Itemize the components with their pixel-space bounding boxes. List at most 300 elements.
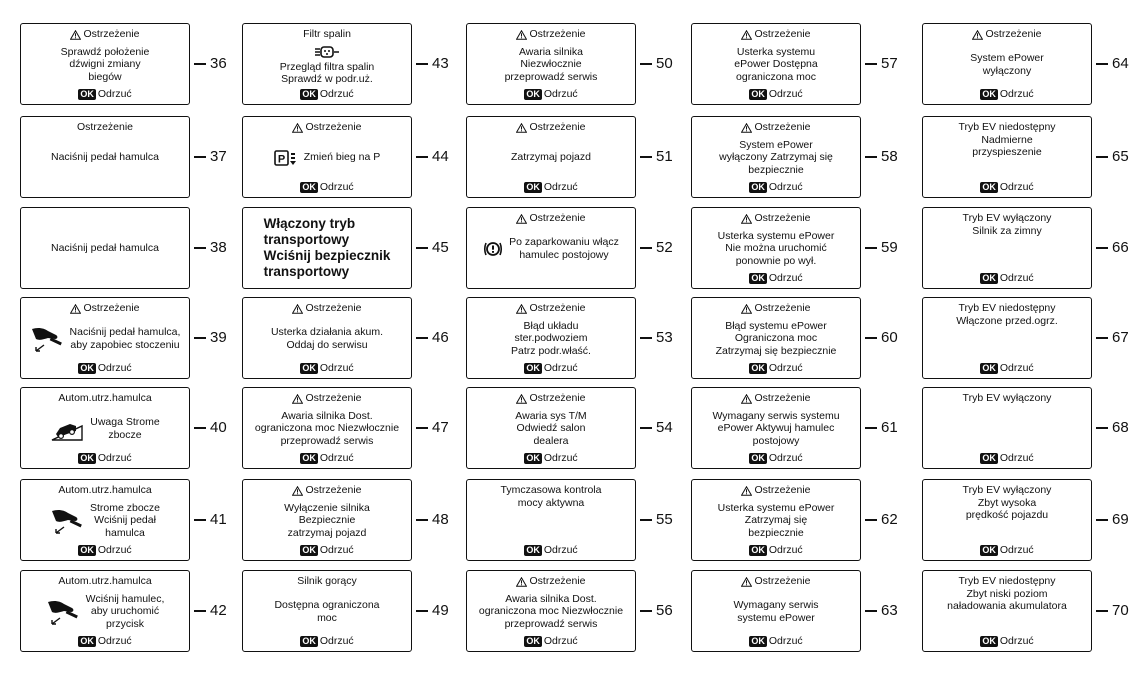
panel-body (952, 121, 1061, 159)
callout-number-58 (865, 147, 898, 167)
panel-content (692, 302, 860, 374)
warning-panel-43 (242, 23, 412, 105)
warning-triangle-icon (741, 394, 752, 404)
callout-number-41 (194, 510, 227, 530)
warning-triangle-icon (516, 304, 527, 314)
panel-title (516, 121, 585, 134)
panel-message (947, 575, 1067, 613)
panel-title (741, 392, 810, 405)
panel-body (950, 302, 1064, 327)
message-line: bezpiecznie (748, 526, 804, 539)
warning-panel-44 (242, 116, 412, 198)
panel-content (692, 121, 860, 193)
panel-title (292, 302, 361, 315)
dismiss-button[interactable] (980, 362, 1033, 374)
ok-badge: OK (302, 88, 316, 99)
ok-badge: OK (982, 635, 996, 646)
warning-panel-37 (20, 116, 190, 198)
warning-panel-47 (242, 387, 412, 469)
panel-body (964, 52, 1050, 77)
warning-panel-70 (922, 570, 1092, 652)
panel-content (243, 575, 411, 647)
dismiss-label: Odrzuć (543, 88, 578, 100)
callout-label: 48 (432, 511, 449, 528)
dismiss-label: Odrzuć (999, 181, 1034, 193)
warning-triangle-icon (516, 577, 527, 587)
message-line: Tryb EV niedostępny (958, 302, 1056, 314)
callout-line (640, 337, 652, 338)
warning-panel-52 (466, 207, 636, 289)
warning-triangle-icon (516, 214, 527, 224)
message-line: przeprowadź serwis (504, 70, 598, 83)
dismiss-label: Odrzuć (319, 88, 354, 100)
warning-triangle-icon (292, 394, 303, 404)
panel-body (710, 320, 843, 358)
dismiss-label: Odrzuć (97, 544, 132, 556)
message-line: Strome zbocze (89, 501, 161, 514)
panel-content (923, 392, 1091, 464)
warning-triangle-icon (516, 123, 527, 133)
callout-label: 57 (881, 55, 898, 72)
dismiss-button[interactable] (524, 88, 577, 100)
message-line: Wyłączenie silnika (284, 501, 370, 514)
callout-line (640, 156, 652, 157)
panel-message (733, 599, 818, 624)
warning-panel-68 (922, 387, 1092, 469)
panel-title (292, 484, 361, 497)
message-line: System ePower (970, 52, 1044, 64)
ok-badge: OK (80, 362, 94, 373)
panel-message (511, 151, 591, 164)
dismiss-button[interactable] (749, 544, 802, 556)
foot-pedal-icon (46, 598, 80, 626)
panel-message (304, 151, 380, 164)
callout-number-59 (865, 238, 898, 258)
warning-triangle-icon (292, 304, 303, 314)
dismiss-button[interactable] (524, 362, 577, 374)
panel-message (264, 216, 391, 280)
warning-panel-40 (20, 387, 190, 469)
panel-message (963, 212, 1052, 237)
callout-number-40 (194, 418, 227, 438)
panel-content (21, 121, 189, 193)
callout-line (865, 519, 877, 520)
message-line: Zbyt wysoka (977, 496, 1037, 509)
dismiss-button[interactable] (749, 181, 802, 193)
panel-title (292, 392, 361, 405)
dismiss-button[interactable] (524, 181, 577, 193)
dismiss-button[interactable] (300, 88, 353, 100)
message-line: Usterka działania akum. (270, 326, 384, 338)
dismiss-label: Odrzuć (768, 88, 803, 100)
panel-content (243, 121, 411, 193)
callout-label: 68 (1112, 419, 1129, 436)
message-line: Usterka systemu ePower (717, 229, 835, 242)
panel-message (509, 236, 619, 261)
dismiss-label: Odrzuć (768, 181, 803, 193)
dismiss-label: Odrzuć (319, 635, 354, 647)
warning-panel-42 (20, 570, 190, 652)
dismiss-label: Odrzuć (999, 452, 1034, 464)
panel-message (505, 46, 598, 84)
warning-panel-41 (20, 479, 190, 561)
callout-label: 37 (210, 148, 227, 165)
callout-label: 66 (1112, 239, 1129, 256)
park-shift-icon (274, 150, 298, 166)
dismiss-button[interactable] (524, 544, 577, 556)
panel-body (258, 216, 397, 280)
warning-panel-61 (691, 387, 861, 469)
panel-title (741, 28, 810, 41)
message-line: Przegląd filtra spalin (279, 60, 375, 73)
callout-label: 65 (1112, 148, 1129, 165)
message-line: przeprowadź serwis (280, 434, 374, 447)
dismiss-button[interactable] (300, 635, 353, 647)
callout-line (865, 610, 877, 611)
panel-title (516, 575, 585, 588)
dismiss-label: Odrzuć (768, 635, 803, 647)
callout-label: 42 (210, 602, 227, 619)
panel-body (40, 593, 171, 631)
callout-line (1096, 610, 1108, 611)
panel-title-text: Silnik gorący (297, 575, 357, 587)
panel-title (741, 212, 810, 225)
dismiss-button[interactable] (78, 452, 131, 464)
callout-line (1096, 247, 1108, 248)
message-line: aby uruchomić (90, 605, 160, 618)
warning-panel-62 (691, 479, 861, 561)
panel-content (467, 575, 635, 647)
dismiss-button[interactable] (300, 544, 353, 556)
message-line: Uwaga Strome (90, 416, 160, 428)
callout-label: 36 (210, 55, 227, 72)
warning-panel-36 (20, 23, 190, 105)
panel-body (477, 236, 625, 261)
panel-title (516, 392, 585, 405)
ok-badge: OK (982, 88, 996, 99)
warning-panel-57 (691, 23, 861, 105)
exhaust-filter-icon (314, 44, 340, 60)
panel-body (268, 150, 386, 166)
ok-badge: OK (526, 452, 540, 463)
panel-body (55, 46, 156, 84)
panel-content (243, 212, 411, 284)
callout-line (194, 247, 206, 248)
panel-content (21, 212, 189, 284)
message-line: transportowy (263, 264, 350, 279)
message-line: ograniczona moc Niezwłocznie (254, 422, 400, 435)
message-line: Usterka systemu ePower (717, 501, 835, 514)
panel-message (86, 593, 165, 631)
warning-triangle-icon (741, 304, 752, 314)
dismiss-label: Odrzuć (768, 362, 803, 374)
callout-label: 58 (881, 148, 898, 165)
dismiss-button[interactable] (749, 635, 802, 647)
panel-message (734, 46, 817, 84)
dismiss-button[interactable] (78, 544, 131, 556)
dismiss-button[interactable] (980, 181, 1033, 193)
panel-title (741, 121, 810, 134)
callout-number-54 (640, 418, 673, 438)
message-line: Tryb EV niedostępny (958, 575, 1056, 587)
ok-badge: OK (526, 635, 540, 646)
panel-message (479, 593, 623, 631)
dismiss-button[interactable] (749, 452, 802, 464)
dismiss-label: Odrzuć (319, 544, 354, 556)
panel-body (499, 46, 604, 84)
callout-line (640, 63, 652, 64)
message-line: Awaria silnika Dost. (281, 409, 373, 422)
panel-content (923, 121, 1091, 193)
ok-badge: OK (80, 635, 94, 646)
dismiss-label: Odrzuć (768, 272, 803, 284)
dismiss-button[interactable] (980, 635, 1033, 647)
warning-panel-66 (922, 207, 1092, 289)
message-line: aby zapobiec stoczeniu (70, 338, 180, 351)
warning-panel-63 (691, 570, 861, 652)
ok-badge: OK (526, 181, 540, 192)
panel-message (70, 326, 181, 351)
callout-line (194, 610, 206, 611)
callout-line (1096, 337, 1108, 338)
message-line: Ograniczona moc (734, 332, 818, 345)
callout-line (1096, 63, 1108, 64)
callout-number-67 (1096, 328, 1129, 348)
message-line: Dostępna ograniczona (274, 599, 380, 611)
callout-label: 49 (432, 602, 449, 619)
message-line: ePower Dostępna (734, 58, 818, 71)
callout-line (416, 156, 428, 157)
panel-content (923, 302, 1091, 374)
panel-content (923, 212, 1091, 284)
callout-number-49 (416, 601, 449, 621)
ok-badge: OK (751, 362, 765, 373)
callout-number-43 (416, 54, 449, 74)
ok-badge: OK (80, 452, 94, 463)
message-line: Tryb EV wyłączony (962, 484, 1052, 496)
panel-title (516, 28, 585, 41)
parking-brake-icon (483, 240, 503, 258)
dismiss-button[interactable] (78, 88, 131, 100)
panel-message (712, 410, 839, 448)
panel-body (712, 230, 841, 268)
message-line: Naciśnij pedał hamulca, (69, 326, 181, 338)
warning-panel-53 (466, 297, 636, 379)
dismiss-button[interactable] (980, 88, 1033, 100)
panel-content (692, 392, 860, 464)
panel-body (505, 151, 597, 164)
ok-badge: OK (751, 88, 765, 99)
callout-label: 54 (656, 419, 673, 436)
callout-line (865, 427, 877, 428)
panel-title-text: Ostrzeżenie (305, 302, 362, 314)
dismiss-button[interactable] (980, 452, 1033, 464)
callout-label: 52 (656, 239, 673, 256)
message-line: Sprawdź w podr.uż. (281, 73, 373, 85)
callout-label: 70 (1112, 602, 1129, 619)
panel-title-text: Ostrzeżenie (985, 28, 1042, 40)
dismiss-label: Odrzuć (97, 362, 132, 374)
callout-label: 63 (881, 602, 898, 619)
callout-line (194, 337, 206, 338)
dismiss-button[interactable] (749, 362, 802, 374)
panel-content (692, 484, 860, 556)
foot-pedal-icon (50, 507, 84, 535)
warning-triangle-icon (516, 394, 527, 404)
panel-body (278, 502, 376, 540)
panel-title (303, 28, 351, 41)
panel-title-text: Autom.utrz.hamulca (58, 575, 152, 587)
panel-message (90, 416, 159, 441)
message-line: Zatrzymaj się bezpiecznie (715, 344, 837, 357)
panel-body (45, 242, 165, 255)
callout-label: 51 (656, 148, 673, 165)
callout-number-36 (194, 54, 227, 74)
message-line: Nadmierne (981, 133, 1033, 146)
callout-number-37 (194, 147, 227, 167)
panel-body (495, 484, 608, 509)
message-line: Tymczasowa kontrola (500, 484, 602, 496)
panel-content (467, 484, 635, 556)
callout-line (1096, 427, 1108, 428)
panel-title (516, 302, 585, 315)
callout-label: 59 (881, 239, 898, 256)
callout-line (194, 519, 206, 520)
warning-panel-55 (466, 479, 636, 561)
message-line: Tryb EV wyłączony (962, 392, 1052, 404)
panel-content (243, 484, 411, 556)
panel-content (243, 28, 411, 100)
warning-triangle-icon (516, 30, 527, 40)
panel-title-text: Autom.utrz.hamulca (58, 392, 152, 404)
panel-message (719, 139, 833, 177)
callout-label: 69 (1112, 511, 1129, 528)
warning-panel-45 (242, 207, 412, 289)
panel-body (957, 484, 1058, 522)
message-line: przyspieszenie (972, 146, 1042, 158)
warning-panel-65 (922, 116, 1092, 198)
callout-line (416, 247, 428, 248)
dismiss-button[interactable] (980, 272, 1033, 284)
svg-text:P: P (277, 153, 285, 165)
message-line: moc (317, 611, 337, 624)
callout-number-63 (865, 601, 898, 621)
message-line: Oddaj do serwisu (286, 338, 368, 351)
panel-message (963, 392, 1052, 405)
dismiss-button[interactable] (749, 272, 802, 284)
panel-body (265, 326, 389, 351)
dismiss-button[interactable] (980, 544, 1033, 556)
callout-line (416, 519, 428, 520)
message-line: ograniczona moc Niezwłocznie (478, 605, 624, 618)
panel-title-text: Ostrzeżenie (529, 121, 586, 133)
dismiss-button[interactable] (78, 635, 131, 647)
panel-title-text: Ostrzeżenie (754, 575, 811, 587)
dismiss-button[interactable] (300, 181, 353, 193)
callout-number-51 (640, 147, 673, 167)
dismiss-label: Odrzuć (543, 362, 578, 374)
dismiss-button[interactable] (524, 635, 577, 647)
callout-label: 53 (656, 329, 673, 346)
message-line: wyłączony (982, 64, 1032, 77)
message-line: Zatrzymaj pojazd (511, 151, 591, 164)
dismiss-button[interactable] (749, 88, 802, 100)
dismiss-label: Odrzuć (319, 362, 354, 374)
panel-title-text: Ostrzeżenie (76, 121, 134, 133)
callout-line (416, 337, 428, 338)
panel-message (718, 502, 835, 540)
callout-line (194, 427, 206, 428)
ok-badge: OK (80, 88, 94, 99)
ok-badge: OK (80, 544, 94, 555)
dismiss-button[interactable] (78, 362, 131, 374)
panel-body (249, 410, 405, 448)
message-line: System ePower (739, 138, 813, 151)
panel-title-text: Ostrzeżenie (529, 28, 586, 40)
dismiss-button[interactable] (300, 452, 353, 464)
callout-label: 45 (432, 239, 449, 256)
callout-label: 62 (881, 511, 898, 528)
panel-content (21, 484, 189, 556)
callout-label: 55 (656, 511, 673, 528)
ok-badge: OK (751, 544, 765, 555)
message-line: Bezpiecznie (298, 514, 356, 527)
warning-panel-67 (922, 297, 1092, 379)
dismiss-button[interactable] (524, 452, 577, 464)
dismiss-button[interactable] (300, 362, 353, 374)
callout-label: 64 (1112, 55, 1129, 72)
message-line: dealera (533, 434, 569, 447)
message-line: Błąd układu (523, 319, 579, 332)
ok-badge: OK (982, 362, 996, 373)
ok-badge: OK (526, 88, 540, 99)
callout-label: 47 (432, 419, 449, 436)
callout-line (1096, 156, 1108, 157)
warning-triangle-icon (741, 214, 752, 224)
panel-body (274, 44, 381, 86)
panel-title-text: Ostrzeżenie (529, 212, 586, 224)
callout-label: 40 (210, 419, 227, 436)
message-line: Po zaparkowaniu włącz (509, 236, 619, 248)
panel-content (21, 302, 189, 374)
warning-panel-48 (242, 479, 412, 561)
callout-number-39 (194, 328, 227, 348)
message-line: bezpiecznie (748, 163, 804, 176)
message-line: Naciśnij pedał hamulca (51, 241, 159, 254)
message-line: Wciśnij bezpiecznik (263, 248, 391, 263)
message-line: Usterka systemu (736, 45, 816, 58)
warning-triangle-icon (741, 30, 752, 40)
panel-body (712, 502, 841, 540)
panel-message (963, 484, 1052, 522)
message-line: ograniczona moc (736, 70, 816, 83)
dismiss-label: Odrzuć (97, 452, 132, 464)
message-line: Zbyt niski poziom (966, 587, 1048, 600)
panel-body (728, 46, 823, 84)
ok-badge: OK (751, 272, 765, 283)
panel-message (271, 326, 383, 351)
callout-number-47 (416, 418, 449, 438)
callout-line (865, 337, 877, 338)
callout-line (865, 156, 877, 157)
panel-content (21, 575, 189, 647)
ok-badge: OK (302, 452, 316, 463)
panel-body (505, 320, 597, 358)
panel-title-text: Ostrzeżenie (754, 392, 811, 404)
dismiss-label: Odrzuć (97, 635, 132, 647)
message-line: naładowania akumulatora (947, 600, 1067, 612)
dismiss-label: Odrzuć (768, 544, 803, 556)
